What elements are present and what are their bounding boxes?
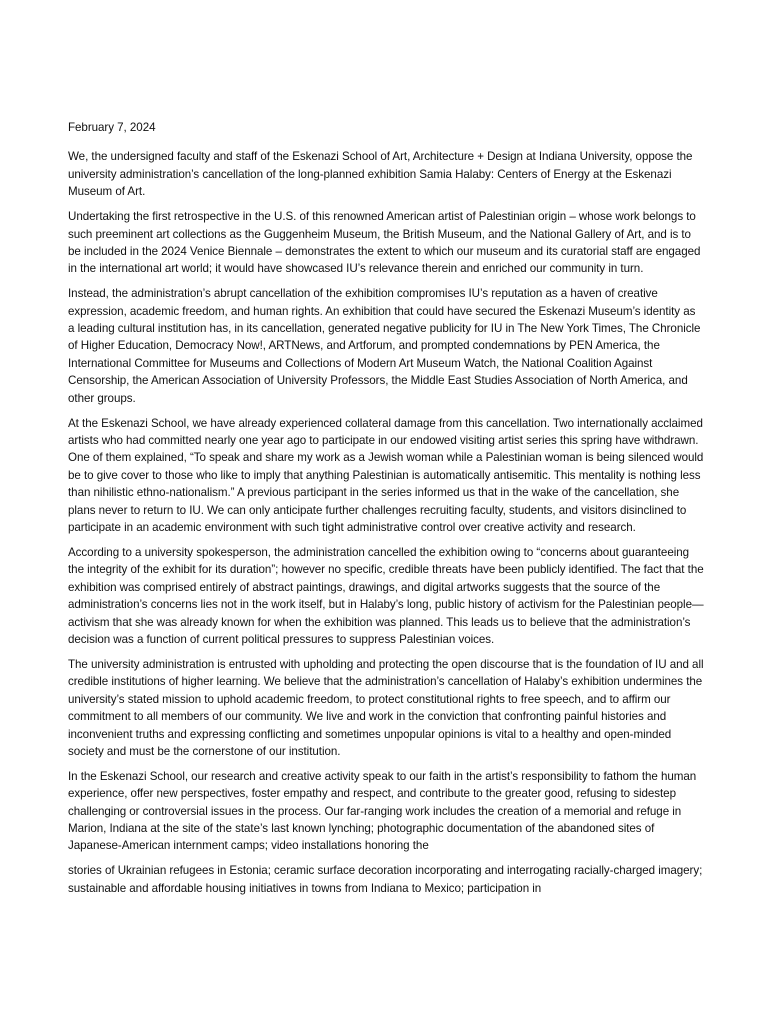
paragraph-spokesperson: According to a university spokesperson, the administration cancelled the exhibition owing to “concerns about guaranteeing the integrity of the exhibit for its duration”; however no specific, credible threats have been publicly identified. The fact that the exhibition was comprised entirely of abstract paintings, drawings, and digital artworks suggests that the source of the administration’s concerns lies not in the work itself, but in Halaby’s long, public history of activism for the Palestinian people—activism that she was already known for when the exhibition was planned. This leads us to believe that the administration’s decision was a function of current political pressures to suppress Palestinian voices. [68, 545, 704, 646]
paragraph-continued: stories of Ukrainian refugees in Estonia; ceramic surface decoration incorporating and interrogating racially-charged imagery; sustainable and affordable housing initiatives in towns from Indiana to Mexico; participation in [68, 864, 703, 895]
paragraph-cancellation-impact: Instead, the administration’s abrupt cancellation of the exhibition compromises IU’s reputation as a haven of creative expression, academic freedom, and human rights. An exhibition that could have secured the Eskenazi Museum’s identity as a leading cultural institution has, in its cancellation, generated negative publicity for IU in The New York Times, The Chronicle of Higher Education, Democracy Now!, ARTNews, and Artforum, and prompted condemnations by PEN America, the International Committee for Museums and Collections of Modern Art Museum Watch, the National Coalition Against Censorship, the American Association of University Professors, the Middle East Studies Association of North America, and other groups. [68, 287, 701, 405]
paragraph-intro: We, the undersigned faculty and staff of the Eskenazi School of Art, Architecture + Design at Indiana University, oppose the university administration’s cancellation of the long-planned exhibition Samia Halaby: Centers of Energy at the Eskenazi Museum of Art. [68, 150, 693, 199]
paragraph-open-discourse: The university administration is entrusted with upholding and protecting the open discourse that is the foundation of IU and all credible institutions of higher learning. We believe that the administration’s cancellation of Halaby’s exhibition undermines the university’s stated mission to uphold academic freedom, to protect constitutional rights to free speech, and to affirm our commitment to all members of our community. We live and work in the conviction that confronting painful histories and inconvenient truths and expressing conflicting and sometimes unpopular opinions is vital to a healthy and open-minded society and must be the cornerstone of our institution. [68, 657, 704, 758]
letter-page [68, 119, 704, 905]
paragraph-retrospective: Undertaking the first retrospective in the U.S. of this renowned American artist of Palestinian origin – whose work belongs to such preeminent art collections as the Guggenheim Museum, the British Museum, and the National Gallery of Art, and is to be included in the 2024 Venice Biennale – demonstrates the extent to which our museum and its curatorial staff are engaged in the international art world; it would have showcased IU’s relevance therein and enriched our community in turn. [68, 210, 701, 276]
paragraph-research-activity: In the Eskenazi School, our research and creative activity speak to our faith in the artist’s responsibility to fathom the human experience, offer new perspectives, foster empathy and respect, and contribute to the greater good, refusing to sidestep challenging or controversial issues in the process. Our far-ranging work includes the creation of a memorial and refuge in Marion, Indiana at the site of the state’s last known lynching; photographic documentation of the abandoned sites of Japanese-American internment camps; video installations honoring the [68, 769, 697, 853]
letter-date: February 7, 2024 [68, 121, 156, 134]
paragraph-collateral-damage: At the Eskenazi School, we have already experienced collateral damage from this cancellation. Two internationally acclaimed artists who had committed nearly one year ago to participate in our endowed visiting artist series this spring have withdrawn. One of them explained, “To speak and share my work as a Jewish woman while a Palestinian woman is being silenced would be to give cover to those who like to imply that anything Palestinian is automatically antisemitic. This mentality is nothing less than nihilistic ethno-nationalism.” A previous participant in the series informed us that in the wake of the cancellation, she plans never to return to IU. We can only anticipate further challenges recruiting faculty, students, and visitors disinclined to participate in an academic environment with such tight administrative control over creative activity and research. [68, 416, 704, 535]
